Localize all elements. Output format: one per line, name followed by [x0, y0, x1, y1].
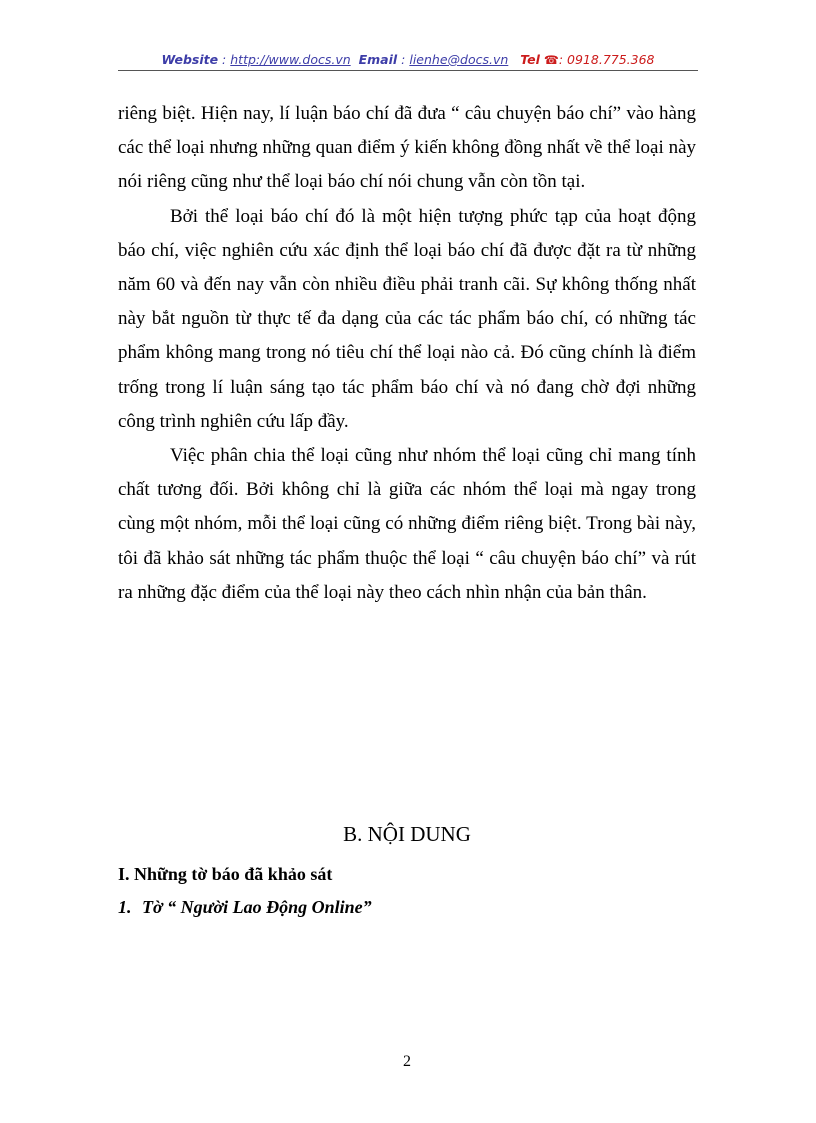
section-heading: I. Những tờ báo đã khảo sát: [118, 864, 333, 884]
tel-value: : 0918.775.368: [558, 52, 655, 67]
tel-label: Tel: [520, 52, 540, 67]
subsection-text: Tờ “ Người Lao Động Online”: [142, 897, 372, 917]
website-label: Website: [161, 52, 219, 67]
email-separator: :: [397, 52, 410, 67]
page-header: [118, 52, 698, 68]
paragraph-3: Việc phân chia thể loại cũng như nhóm thể loại cũng chỉ mang tính chất tương đối. Bởi không chỉ là giữa các nhóm thể loại mà ngay trong cùng một nhóm, mỗi thể loại cũng có những điểm riêng biệt. Trong bài này, tôi đã khảo sát những tác phẩm thuộc thể loại “ câu chuyện báo chí” và rút ra những đặc điểm của thể loại này theo cách nhìn nhận của bản thân.: [118, 445, 696, 603]
phone-icon: ☎: [543, 53, 559, 67]
subsection-number: 1.: [118, 897, 132, 917]
header-divider: [118, 70, 698, 71]
subsection-heading: [118, 895, 372, 919]
body-text: [118, 97, 696, 610]
paragraph-2: Bởi thể loại báo chí đó là một hiện tượng phức tạp của hoạt động báo chí, việc nghiên cứu xác định thể loại báo chí đã được đặt ra từ những năm 60 và đến nay vẫn còn nhiều điều phải tranh cãi. Sự không thống nhất này bắt nguồn từ thực tế đa dạng của các tác phẩm báo chí, có những tác phẩm không mang trong nó tiêu chí thể loại nào cả. Đó cũng chính là điểm trống trong lí luận sáng tạo tác phẩm báo chí và nó đang chờ đợi những công trình nghiên cứu lấp đầy.: [118, 205, 696, 432]
website-link[interactable]: http://www.docs.vn: [230, 52, 351, 67]
email-link[interactable]: lienhe@docs.vn: [409, 52, 509, 67]
paragraph-1: riêng biệt. Hiện nay, lí luận báo chí đã đưa “ câu chuyện báo chí” vào hàng các thể loại nhưng những quan điểm ý kiến không đồng nhất về thể loại này nói riêng cũng như thể loại báo chí nói chung vẫn còn tồn tại.: [118, 103, 696, 193]
email-label: Email: [358, 52, 398, 67]
page-number: 2: [403, 1053, 411, 1070]
website-separator: :: [218, 52, 231, 67]
section-title: B. NỘI DUNG: [343, 822, 471, 846]
